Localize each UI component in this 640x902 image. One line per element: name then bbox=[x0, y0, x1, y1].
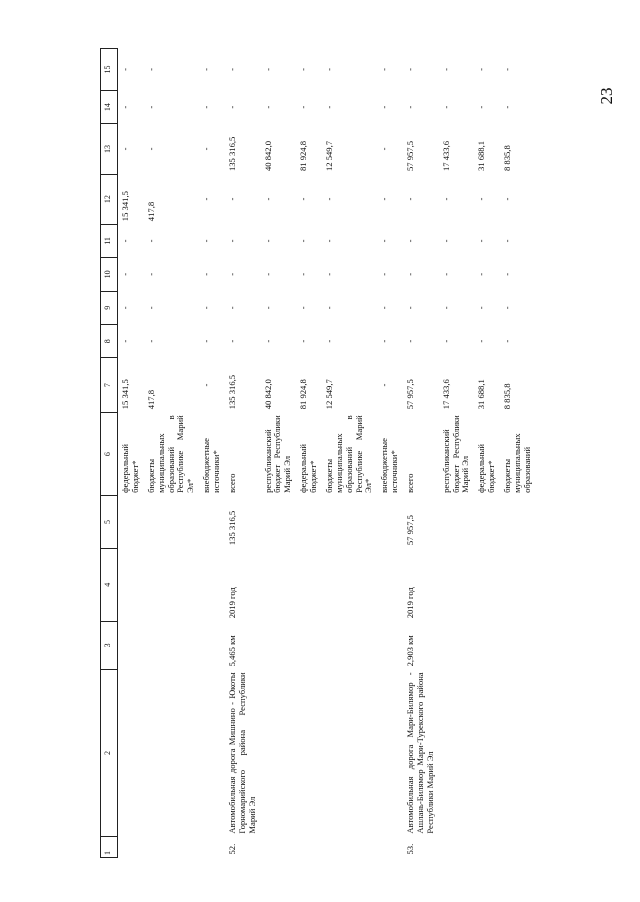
rotated-table-container bbox=[100, 48, 580, 858]
table-cell-col-6: федеральный бюджет* bbox=[298, 444, 318, 493]
table-cell-col-14: - bbox=[262, 105, 273, 109]
table-cell-col-11: - bbox=[323, 239, 334, 243]
table-row bbox=[225, 49, 261, 858]
column-number-13: 13 bbox=[101, 124, 118, 174]
table-row bbox=[296, 49, 322, 858]
column-number-10: 10 bbox=[101, 258, 118, 291]
table-cell-col-8: - bbox=[502, 339, 512, 343]
table-row bbox=[500, 49, 536, 858]
table-cell-col-5 bbox=[144, 496, 199, 548]
table-cell-col-6: республиканский бюджет Республики Марий Эл bbox=[440, 415, 471, 493]
table-cell-col-6: бюджеты муниципальных образований в Республике Марий Эл* bbox=[323, 415, 374, 493]
table-cell-col-10: - bbox=[201, 272, 212, 276]
table-cell-col-1 bbox=[500, 837, 536, 858]
table-cell-col-10: - bbox=[262, 272, 273, 276]
table-cell-col-10: - bbox=[476, 272, 487, 276]
table-cell-col-1: 53. bbox=[405, 843, 415, 855]
table-cell-col-3 bbox=[439, 621, 475, 669]
table-cell-col-3 bbox=[199, 621, 225, 669]
table-cell-col-3 bbox=[144, 621, 199, 669]
table-cell-col-15: - bbox=[405, 68, 415, 71]
table-cell-col-14: - bbox=[405, 105, 415, 109]
table-cell-col-12: - bbox=[379, 197, 390, 201]
table-cell-col-6: всего bbox=[405, 473, 415, 493]
table-row bbox=[439, 49, 475, 858]
column-number-11: 11 bbox=[101, 224, 118, 257]
table-cell-col-1 bbox=[377, 837, 403, 858]
table-cell-col-15: - bbox=[262, 68, 273, 71]
table-cell-col-7: 8 835,8 bbox=[502, 383, 512, 410]
table-cell-col-11: - bbox=[502, 239, 512, 243]
table-cell-col-2: Автомобильная дорога Мари-Билямор - Ашлань-Билямор Мари-Турекского района Республики Марий Эл bbox=[405, 672, 435, 834]
table-row bbox=[377, 49, 403, 858]
table-row bbox=[322, 49, 377, 858]
table-cell-col-1 bbox=[199, 837, 225, 858]
table-cell-col-12: - bbox=[323, 197, 334, 201]
table-cell-col-2 bbox=[500, 669, 536, 836]
table-cell-col-14: - bbox=[145, 105, 156, 109]
table-cell-col-14: - bbox=[120, 105, 130, 109]
table-cell-col-6: федеральный бюджет* bbox=[120, 444, 140, 493]
table-cell-col-3 bbox=[474, 621, 500, 669]
table-cell-col-13: - bbox=[379, 147, 390, 151]
table-cell-col-2 bbox=[439, 669, 475, 836]
table-cell-col-14: - bbox=[476, 105, 487, 109]
table-cell-col-8: - bbox=[226, 339, 237, 343]
table-row bbox=[144, 49, 199, 858]
table-cell-col-7: - bbox=[379, 383, 390, 387]
table-cell-col-2: Автомобильная дорога Мишнино - Юкоты Горномарийского района Республики Марий Эл bbox=[226, 672, 257, 834]
table-cell-col-14: - bbox=[201, 105, 212, 109]
table-cell-col-15: - bbox=[298, 68, 309, 71]
table-cell-col-7: 31 688,1 bbox=[476, 379, 487, 410]
table-cell-col-13: 81 924,8 bbox=[298, 140, 309, 172]
table-cell-col-2 bbox=[199, 669, 225, 836]
table-cell-col-12: - bbox=[476, 197, 487, 201]
table-cell-col-5 bbox=[500, 496, 536, 548]
table-cell-col-5 bbox=[296, 496, 322, 548]
table-cell-col-6: бюджеты муниципальных образований в Республике Марий Эл* bbox=[145, 415, 196, 493]
table-cell-col-4 bbox=[199, 548, 225, 621]
table-cell-col-15: - bbox=[323, 68, 334, 71]
table-cell-col-5: 57 957,5 bbox=[405, 515, 415, 546]
table-cell-col-13: 17 433,6 bbox=[440, 140, 451, 172]
table-cell-col-12: - bbox=[201, 197, 212, 201]
table-cell-col-3 bbox=[322, 621, 377, 669]
table-cell-col-4: 2019 год bbox=[226, 587, 237, 619]
column-number-14: 14 bbox=[101, 90, 118, 123]
table-cell-col-10: - bbox=[120, 272, 130, 276]
table-cell-col-4 bbox=[474, 548, 500, 621]
table-cell-col-9: - bbox=[201, 306, 212, 310]
table-cell-col-11: - bbox=[405, 239, 415, 243]
table-cell-col-7: - bbox=[201, 383, 212, 387]
table-cell-col-3: 5,465 км bbox=[226, 635, 237, 667]
table-cell-col-8: - bbox=[379, 339, 390, 343]
table-cell-col-2 bbox=[261, 669, 297, 836]
table-cell-col-1 bbox=[261, 837, 297, 858]
table-cell-col-7: 135 316,5 bbox=[226, 374, 237, 410]
table-cell-col-10: - bbox=[405, 272, 415, 276]
table-cell-col-4 bbox=[118, 548, 144, 621]
table-cell-col-6: федеральный бюджет* bbox=[476, 444, 497, 493]
table-cell-col-12: - bbox=[440, 197, 451, 201]
table-cell-col-4 bbox=[144, 548, 199, 621]
table-cell-col-9: - bbox=[502, 306, 512, 310]
table-cell-col-5: 135 316,5 bbox=[226, 510, 237, 546]
column-number-row bbox=[101, 49, 118, 858]
table-cell-col-8: - bbox=[405, 339, 415, 343]
table-cell-col-2 bbox=[322, 669, 377, 836]
table-cell-col-7: 40 842,0 bbox=[262, 379, 273, 410]
table-cell-col-8: - bbox=[145, 339, 156, 343]
table-cell-col-8: - bbox=[323, 339, 334, 343]
table-cell-col-11: - bbox=[440, 239, 451, 243]
column-number-5: 5 bbox=[101, 496, 118, 548]
table-cell-col-10: - bbox=[298, 272, 309, 276]
table-cell-col-12: - bbox=[226, 197, 237, 201]
table-cell-col-5 bbox=[322, 496, 377, 548]
table-cell-col-9: - bbox=[298, 306, 309, 310]
table-cell-col-12: 417,8 bbox=[145, 201, 156, 222]
table-cell-col-7: 15 341,5 bbox=[120, 379, 130, 410]
table-row bbox=[474, 49, 500, 858]
column-number-12: 12 bbox=[101, 174, 118, 224]
table-cell-col-13: 8 835,8 bbox=[502, 145, 512, 172]
table-cell-col-9: - bbox=[120, 306, 130, 310]
table-cell-col-7: 57 957,5 bbox=[405, 379, 415, 410]
table-cell-col-12: - bbox=[262, 197, 273, 201]
column-number-2: 2 bbox=[101, 669, 118, 836]
table-cell-col-15: - bbox=[379, 68, 390, 71]
table-cell-col-13: - bbox=[145, 147, 156, 151]
table-cell-col-8: - bbox=[120, 339, 130, 343]
table-cell-col-15: - bbox=[226, 68, 237, 71]
table-cell-col-6: бюджеты муниципальных образований bbox=[502, 433, 532, 493]
table-cell-col-5 bbox=[261, 496, 297, 548]
table-cell-col-13: 135 316,5 bbox=[226, 136, 237, 172]
table-cell-col-13: 31 688,1 bbox=[476, 140, 487, 172]
table-cell-col-12: 15 341,5 bbox=[120, 191, 130, 222]
table-cell-col-10: - bbox=[440, 272, 451, 276]
table-row bbox=[261, 49, 297, 858]
table-cell-col-2 bbox=[296, 669, 322, 836]
table-cell-col-11: - bbox=[120, 239, 130, 243]
table-cell-col-5 bbox=[377, 496, 403, 548]
table-cell-col-4 bbox=[322, 548, 377, 621]
table-cell-col-9: - bbox=[405, 306, 415, 310]
table-cell-col-10: - bbox=[145, 272, 156, 276]
table-row bbox=[118, 49, 144, 858]
table-cell-col-2 bbox=[474, 669, 500, 836]
table-cell-col-11: - bbox=[298, 239, 309, 243]
table-cell-col-8: - bbox=[262, 339, 273, 343]
table-cell-col-14: - bbox=[323, 105, 334, 109]
table-cell-col-13: - bbox=[201, 147, 212, 151]
table-cell-col-12: - bbox=[405, 197, 415, 201]
table-cell-col-3 bbox=[118, 621, 144, 669]
table-cell-col-5 bbox=[118, 496, 144, 548]
table-cell-col-13: - bbox=[120, 147, 130, 151]
table-cell-col-15: - bbox=[476, 68, 487, 71]
table-cell-col-1 bbox=[322, 837, 377, 858]
table-cell-col-6: внебюджетные источники* bbox=[379, 438, 400, 493]
budget-table bbox=[100, 48, 536, 858]
table-cell-col-2 bbox=[118, 669, 144, 836]
column-number-9: 9 bbox=[101, 291, 118, 324]
table-cell-col-13: 40 842,0 bbox=[262, 140, 273, 172]
table-cell-col-3 bbox=[261, 621, 297, 669]
table-cell-col-11: - bbox=[262, 239, 273, 243]
table-cell-col-6: всего bbox=[226, 473, 237, 493]
table-cell-col-9: - bbox=[145, 306, 156, 310]
table-cell-col-9: - bbox=[476, 306, 487, 310]
table-cell-col-15: - bbox=[502, 68, 512, 71]
table-cell-col-1 bbox=[474, 837, 500, 858]
table-cell-col-14: - bbox=[226, 105, 237, 109]
table-cell-col-1 bbox=[118, 837, 144, 858]
table-cell-col-2 bbox=[377, 669, 403, 836]
table-cell-col-5 bbox=[474, 496, 500, 548]
table-cell-col-9: - bbox=[226, 306, 237, 310]
table-cell-col-12: - bbox=[502, 197, 512, 201]
table-cell-col-15: - bbox=[120, 68, 130, 71]
table-cell-col-4: 2019 год bbox=[405, 587, 415, 619]
table-cell-col-15: - bbox=[201, 68, 212, 71]
table-cell-col-10: - bbox=[502, 272, 512, 276]
table-cell-col-4 bbox=[261, 548, 297, 621]
table-cell-col-3 bbox=[296, 621, 322, 669]
table-cell-col-3 bbox=[500, 621, 536, 669]
table-cell-col-8: - bbox=[476, 339, 487, 343]
table-cell-col-14: - bbox=[440, 105, 451, 109]
table-cell-col-1 bbox=[144, 837, 199, 858]
table-cell-col-11: - bbox=[201, 239, 212, 243]
table-cell-col-4 bbox=[439, 548, 475, 621]
table-cell-col-5 bbox=[439, 496, 475, 548]
table-cell-col-7: 17 433,6 bbox=[440, 379, 451, 410]
column-number-8: 8 bbox=[101, 325, 118, 358]
table-cell-col-4 bbox=[500, 548, 536, 621]
table-cell-col-15: - bbox=[145, 68, 156, 71]
table-cell-col-12: - bbox=[298, 197, 309, 201]
table-cell-col-10: - bbox=[379, 272, 390, 276]
column-number-7: 7 bbox=[101, 358, 118, 412]
table-cell-col-14: - bbox=[379, 105, 390, 109]
table-cell-col-6: республиканский бюджет Республики Марий Эл bbox=[262, 415, 293, 493]
table-cell-col-3 bbox=[377, 621, 403, 669]
table-cell-col-8: - bbox=[298, 339, 309, 343]
table-cell-col-14: - bbox=[502, 105, 512, 109]
table-cell-col-11: - bbox=[476, 239, 487, 243]
table-cell-col-11: - bbox=[145, 239, 156, 243]
table-row bbox=[403, 49, 439, 858]
table-cell-col-6: внебюджетные источники* bbox=[201, 438, 221, 493]
table-cell-col-7: 81 924,8 bbox=[298, 379, 309, 410]
table-cell-col-9: - bbox=[323, 306, 334, 310]
table-cell-col-3: 2,903 км bbox=[405, 635, 415, 667]
column-number-1: 1 bbox=[101, 837, 118, 858]
column-number-6: 6 bbox=[101, 412, 118, 496]
column-number-3: 3 bbox=[101, 621, 118, 669]
table-cell-col-9: - bbox=[440, 306, 451, 310]
table-cell-col-11: - bbox=[379, 239, 390, 243]
table-cell-col-13: 12 549,7 bbox=[323, 140, 334, 172]
table-cell-col-2 bbox=[144, 669, 199, 836]
table-cell-col-1: 52. bbox=[226, 843, 237, 855]
table-cell-col-13: 57 957,5 bbox=[405, 140, 415, 172]
table-cell-col-7: 417,8 bbox=[145, 389, 156, 410]
table-cell-col-4 bbox=[296, 548, 322, 621]
table-cell-col-9: - bbox=[379, 306, 390, 310]
column-number-15: 15 bbox=[101, 49, 118, 91]
table-cell-col-7: 12 549,7 bbox=[323, 379, 334, 410]
table-body bbox=[118, 49, 536, 858]
table-cell-col-1 bbox=[439, 837, 475, 858]
table-cell-col-15: - bbox=[440, 68, 451, 71]
table-cell-col-14: - bbox=[298, 105, 309, 109]
table-cell-col-4 bbox=[377, 548, 403, 621]
table-cell-col-5 bbox=[199, 496, 225, 548]
column-number-4: 4 bbox=[101, 548, 118, 621]
table-cell-col-8: - bbox=[440, 339, 451, 343]
table-cell-col-10: - bbox=[226, 272, 237, 276]
table-cell-col-9: - bbox=[262, 306, 273, 310]
table-cell-col-8: - bbox=[201, 339, 212, 343]
table-cell-col-10: - bbox=[323, 272, 334, 276]
table-cell-col-11: - bbox=[226, 239, 237, 243]
table-cell-col-1 bbox=[296, 837, 322, 858]
table-row bbox=[199, 49, 225, 858]
page-number: 23 bbox=[597, 87, 616, 105]
